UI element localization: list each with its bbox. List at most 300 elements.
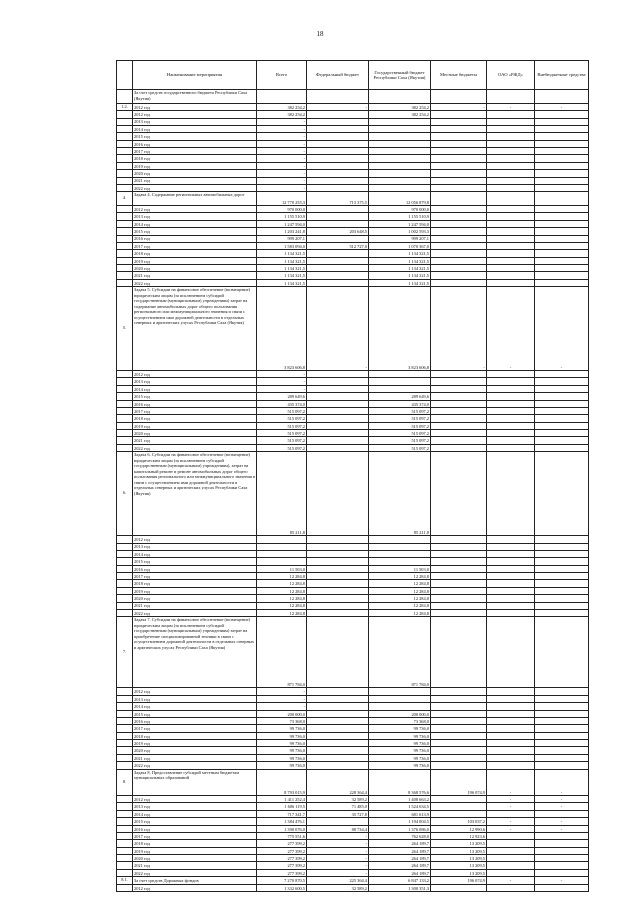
- table-row: [117, 415, 589, 422]
- cell-rzd: [487, 703, 535, 710]
- cell-federal: [307, 279, 369, 286]
- cell-local: [431, 796, 487, 803]
- cell-federal: [307, 400, 369, 407]
- table-row: [117, 133, 589, 140]
- cell-federal: 203 648,5: [307, 228, 369, 235]
- table-row: [117, 220, 589, 227]
- cell-rzd: [487, 862, 535, 869]
- row-index: [117, 810, 133, 817]
- row-activity-name: 2015 год: [133, 393, 257, 400]
- row-index: [117, 125, 133, 132]
- cell-federal: [307, 437, 369, 444]
- cell-total: 11 503,0: [257, 565, 307, 572]
- row-index: [117, 587, 133, 594]
- row-index: [117, 725, 133, 732]
- table-row: [117, 170, 589, 177]
- cell-extrabudgetary: [535, 595, 589, 602]
- table-row: [117, 228, 589, 235]
- cell-total: 717 341,7: [257, 810, 307, 817]
- cell-local: [431, 279, 487, 286]
- row-index: 7.: [117, 617, 133, 688]
- row-index: [117, 573, 133, 580]
- cell-extrabudgetary: [535, 543, 589, 550]
- cell-rzd: [487, 717, 535, 724]
- cell-total: 277 399,2: [257, 855, 307, 862]
- cell-republic: 515 097,2: [369, 407, 431, 414]
- cell-local: 103 037,2: [431, 818, 487, 825]
- cell-local: [431, 725, 487, 732]
- header-extrabudgetary: Внебюджетные средства: [535, 61, 589, 90]
- cell-rzd: [487, 118, 535, 125]
- cell-republic: 12 284,8: [369, 573, 431, 580]
- row-activity-name: Задача 7. Субсидии на финансовое обеспечение (возмещение) юридическим лицам (за исключением субсидий государственным (муниципальным) учреждениям) затрат на приобретение специализированной техники в связи с осуществлением дорожной деятельности в отдельных северных и арктических улусах Республики Саха (Якутия): [133, 617, 257, 688]
- table-row: [117, 125, 589, 132]
- cell-federal: [307, 371, 369, 378]
- cell-extrabudgetary: [535, 732, 589, 739]
- cell-extrabudgetary: [535, 170, 589, 177]
- cell-rzd: -: [487, 796, 535, 803]
- row-index: [117, 279, 133, 286]
- cell-total: 999 207,1: [257, 235, 307, 242]
- header-activity-name: Наименование мероприятия: [133, 61, 257, 90]
- cell-total: 515 097,2: [257, 422, 307, 429]
- row-activity-name: 2022 год: [133, 609, 257, 616]
- cell-rzd: [487, 452, 535, 536]
- cell-rzd: [487, 400, 535, 407]
- row-activity-name: 2012 год: [133, 796, 257, 803]
- cell-federal: 71 485,0: [307, 803, 369, 810]
- cell-total: 277 399,2: [257, 840, 307, 847]
- row-activity-name: 2014 год: [133, 550, 257, 557]
- cell-federal: [307, 558, 369, 565]
- table-row: [117, 536, 589, 543]
- cell-rzd: [487, 587, 535, 594]
- cell-total: 1 155 510,9: [257, 213, 307, 220]
- cell-rzd: [487, 710, 535, 717]
- table-row: [117, 452, 589, 536]
- cell-extrabudgetary: [535, 884, 589, 891]
- cell-rzd: [487, 832, 535, 839]
- cell-total: 1 203 241,8: [257, 228, 307, 235]
- cell-extrabudgetary: [535, 717, 589, 724]
- cell-extrabudgetary: [535, 257, 589, 264]
- cell-rzd: [487, 162, 535, 169]
- cell-federal: [307, 695, 369, 702]
- row-activity-name: 2012 год: [133, 371, 257, 378]
- cell-extrabudgetary: -: [535, 796, 589, 803]
- cell-local: 12 923,6: [431, 832, 487, 839]
- table-row: [117, 840, 589, 847]
- row-activity-name: 2018 год: [133, 250, 257, 257]
- row-index: [117, 602, 133, 609]
- cell-rzd: [487, 184, 535, 191]
- row-index: [117, 422, 133, 429]
- row-index: [117, 832, 133, 839]
- row-index: [117, 184, 133, 191]
- row-index: [117, 732, 133, 739]
- header-federal-budget: Федеральный бюджет: [307, 61, 369, 90]
- cell-local: [431, 580, 487, 587]
- cell-federal: [307, 609, 369, 616]
- cell-republic: 382 254,2: [369, 111, 431, 118]
- cell-rzd: [487, 762, 535, 769]
- cell-extrabudgetary: [535, 415, 589, 422]
- cell-local: [431, 573, 487, 580]
- cell-federal: [307, 550, 369, 557]
- row-activity-name: 2014 год: [133, 703, 257, 710]
- cell-republic: 73 368,0: [369, 717, 431, 724]
- cell-federal: [307, 580, 369, 587]
- cell-republic: 871 784,0: [369, 617, 431, 688]
- cell-local: [431, 747, 487, 754]
- table-row: [117, 90, 589, 104]
- cell-local: [431, 162, 487, 169]
- cell-local: [431, 595, 487, 602]
- cell-extrabudgetary: [535, 550, 589, 557]
- cell-rzd: [487, 810, 535, 817]
- cell-local: -: [431, 103, 487, 110]
- cell-local: [431, 444, 487, 451]
- table-row: [117, 213, 589, 220]
- cell-extrabudgetary: [535, 371, 589, 378]
- table-row: [117, 595, 589, 602]
- cell-extrabudgetary: [535, 754, 589, 761]
- cell-federal: [307, 90, 369, 104]
- cell-republic: 264 189,7: [369, 862, 431, 869]
- row-index: [117, 272, 133, 279]
- cell-federal: -: [307, 103, 369, 110]
- cell-rzd: [487, 133, 535, 140]
- cell-rzd: [487, 155, 535, 162]
- cell-federal: [307, 265, 369, 272]
- cell-rzd: [487, 206, 535, 213]
- cell-federal: [307, 565, 369, 572]
- cell-extrabudgetary: [535, 213, 589, 220]
- cell-federal: [307, 430, 369, 437]
- cell-federal: 512 727,0: [307, 242, 369, 249]
- cell-extrabudgetary: [535, 430, 589, 437]
- row-activity-name: 2022 год: [133, 279, 257, 286]
- row-activity-name: 2022 год: [133, 869, 257, 876]
- cell-local: 13 209,5: [431, 855, 487, 862]
- row-index: [117, 595, 133, 602]
- cell-republic: 264 189,7: [369, 855, 431, 862]
- cell-extrabudgetary: [535, 155, 589, 162]
- cell-total: [257, 536, 307, 543]
- cell-republic: 264 189,7: [369, 869, 431, 876]
- cell-total: 99 736,0: [257, 762, 307, 769]
- cell-federal: [307, 385, 369, 392]
- cell-republic: [369, 543, 431, 550]
- row-activity-name: 2018 год: [133, 415, 257, 422]
- cell-republic: [369, 703, 431, 710]
- cell-federal: [307, 272, 369, 279]
- cell-republic: 85 211,8: [369, 452, 431, 536]
- table-row: [117, 703, 589, 710]
- cell-local: [431, 213, 487, 220]
- cell-rzd: [487, 437, 535, 444]
- cell-total: 289 649,6: [257, 393, 307, 400]
- cell-local: [431, 536, 487, 543]
- cell-federal: [307, 747, 369, 754]
- cell-extrabudgetary: [535, 580, 589, 587]
- header-rzd: ОАО «РЖД»: [487, 61, 535, 90]
- cell-local: [431, 762, 487, 769]
- cell-republic: 1 155 510,9: [369, 213, 431, 220]
- row-activity-name: 2013 год: [133, 803, 257, 810]
- cell-local: 13 209,5: [431, 847, 487, 854]
- cell-republic: 264 189,7: [369, 840, 431, 847]
- cell-rzd: -: [487, 818, 535, 825]
- cell-extrabudgetary: [535, 573, 589, 580]
- cell-extrabudgetary: [535, 437, 589, 444]
- cell-extrabudgetary: [535, 385, 589, 392]
- cell-total: 871 784,0: [257, 617, 307, 688]
- cell-total: 99 736,0: [257, 725, 307, 732]
- row-activity-name: 2012 год: [133, 536, 257, 543]
- row-activity-name: 2019 год: [133, 162, 257, 169]
- table-row: [117, 371, 589, 378]
- cell-extrabudgetary: [535, 840, 589, 847]
- table-row: [117, 754, 589, 761]
- cell-federal: 32 589,2: [307, 884, 369, 891]
- cell-rzd: [487, 550, 535, 557]
- cell-rzd: [487, 565, 535, 572]
- cell-republic: 1 194 004,5: [369, 818, 431, 825]
- cell-total: -: [257, 695, 307, 702]
- cell-extrabudgetary: [535, 444, 589, 451]
- cell-extrabudgetary: [535, 452, 589, 536]
- row-activity-name: 2017 год: [133, 407, 257, 414]
- cell-local: [431, 740, 487, 747]
- cell-federal: [307, 536, 369, 543]
- cell-total: 277 399,2: [257, 869, 307, 876]
- cell-local: [431, 754, 487, 761]
- row-activity-name: 2015 год: [133, 133, 257, 140]
- row-index: [117, 437, 133, 444]
- cell-federal: [307, 118, 369, 125]
- cell-rzd: [487, 543, 535, 550]
- cell-total: -: [257, 140, 307, 147]
- cell-federal: -: [307, 840, 369, 847]
- table-row: [117, 717, 589, 724]
- cell-republic: 99 736,0: [369, 754, 431, 761]
- row-activity-name: 2018 год: [133, 732, 257, 739]
- cell-republic: 1 134 321,5: [369, 279, 431, 286]
- row-index: [117, 235, 133, 242]
- table-row: [117, 430, 589, 437]
- row-activity-name: 2013 год: [133, 543, 257, 550]
- cell-federal: [307, 725, 369, 732]
- cell-local: [431, 415, 487, 422]
- cell-extrabudgetary: [535, 148, 589, 155]
- cell-extrabudgetary: [535, 810, 589, 817]
- cell-extrabudgetary: [535, 184, 589, 191]
- cell-rzd: -: [487, 803, 535, 810]
- cell-republic: [369, 133, 431, 140]
- cell-total: 277 399,2: [257, 862, 307, 869]
- cell-extrabudgetary: [535, 832, 589, 839]
- cell-extrabudgetary: [535, 536, 589, 543]
- table-row: [117, 740, 589, 747]
- cell-extrabudgetary: [535, 740, 589, 747]
- table-row: [117, 884, 589, 891]
- row-activity-name: 2019 год: [133, 587, 257, 594]
- table-row: [117, 602, 589, 609]
- cell-local: [431, 133, 487, 140]
- cell-total: 1 384 476,1: [257, 818, 307, 825]
- cell-total: 1 332 600,5: [257, 884, 307, 891]
- row-activity-name: 2013 год: [133, 118, 257, 125]
- cell-republic: 1 247 594,0: [369, 220, 431, 227]
- cell-rzd: [487, 884, 535, 891]
- cell-local: -: [431, 287, 487, 371]
- cell-federal: [307, 717, 369, 724]
- cell-local: [431, 220, 487, 227]
- row-activity-name: 2012 год: [133, 688, 257, 695]
- row-index: [117, 257, 133, 264]
- cell-total: -: [257, 703, 307, 710]
- cell-local: 13 209,5: [431, 840, 487, 847]
- page-number: 18: [316, 30, 324, 38]
- row-index: [117, 206, 133, 213]
- table-row: [117, 617, 589, 688]
- table-row: [117, 609, 589, 616]
- cell-total: 3 823 606,8: [257, 287, 307, 371]
- cell-federal: -: [307, 287, 369, 371]
- cell-rzd: [487, 609, 535, 616]
- row-index: [117, 407, 133, 414]
- cell-republic: 8 368 576,6: [369, 769, 431, 796]
- cell-extrabudgetary: [535, 407, 589, 414]
- cell-local: [431, 565, 487, 572]
- cell-total: 1 134 321,5: [257, 265, 307, 272]
- cell-local: [431, 385, 487, 392]
- row-activity-name: Задача 6. Субсидии на финансовое обеспечение (возмещение) юридическим лицам (за исключением субсидий государственным (муниципальным) учреждениям), затрат на капитальный ремонт и ремонт автомобильных дорог общего пользования регионального или межмуниципального значения в связи с осуществлением ими дорожной деятельности в отдельных северных и арктических улусах Республики Саха (Якутия): [133, 452, 257, 536]
- row-activity-name: 2021 год: [133, 602, 257, 609]
- cell-local: [431, 371, 487, 378]
- cell-rzd: [487, 393, 535, 400]
- table-row: [117, 206, 589, 213]
- row-index: [117, 393, 133, 400]
- cell-rzd: [487, 213, 535, 220]
- cell-extrabudgetary: -: [535, 877, 589, 884]
- cell-local: [431, 235, 487, 242]
- row-activity-name: 2014 год: [133, 220, 257, 227]
- cell-republic: [369, 371, 431, 378]
- cell-local: [431, 250, 487, 257]
- row-activity-name: 2021 год: [133, 754, 257, 761]
- row-activity-name: 2016 год: [133, 717, 257, 724]
- row-index: [117, 695, 133, 702]
- row-index: 4.: [117, 192, 133, 206]
- cell-extrabudgetary: -: [535, 818, 589, 825]
- cell-federal: [307, 125, 369, 132]
- cell-local: [431, 437, 487, 444]
- cell-republic: 1 376 086,0: [369, 825, 431, 832]
- cell-extrabudgetary: [535, 162, 589, 169]
- cell-extrabudgetary: [535, 378, 589, 385]
- cell-total: 382 254,2: [257, 103, 307, 110]
- cell-local: 196 074,9: [431, 769, 487, 796]
- row-activity-name: 2012 год: [133, 103, 257, 110]
- cell-federal: [307, 754, 369, 761]
- cell-total: -: [257, 125, 307, 132]
- row-index: [117, 747, 133, 754]
- cell-total: 970 000,0: [257, 206, 307, 213]
- cell-extrabudgetary: [535, 558, 589, 565]
- cell-local: [431, 550, 487, 557]
- cell-republic: [369, 155, 431, 162]
- budget-table: [116, 60, 589, 892]
- cell-federal: [307, 602, 369, 609]
- cell-republic: 12 284,8: [369, 580, 431, 587]
- cell-extrabudgetary: [535, 279, 589, 286]
- cell-federal: [307, 393, 369, 400]
- cell-extrabudgetary: [535, 400, 589, 407]
- cell-rzd: [487, 170, 535, 177]
- row-index: [117, 250, 133, 257]
- cell-total: 12 284,8: [257, 595, 307, 602]
- cell-local: [431, 140, 487, 147]
- cell-extrabudgetary: [535, 228, 589, 235]
- row-index: [117, 400, 133, 407]
- row-activity-name: 2013 год: [133, 695, 257, 702]
- cell-republic: 1 070 367,0: [369, 242, 431, 249]
- table-row: [117, 587, 589, 594]
- row-index: [117, 162, 133, 169]
- row-index: 8.: [117, 769, 133, 796]
- row-index: [117, 754, 133, 761]
- row-index: [117, 242, 133, 249]
- cell-rzd: [487, 371, 535, 378]
- cell-extrabudgetary: [535, 250, 589, 257]
- cell-extrabudgetary: -: [535, 803, 589, 810]
- cell-total: 7 270 870,5: [257, 877, 307, 884]
- cell-republic: [369, 118, 431, 125]
- row-index: [117, 580, 133, 587]
- cell-local: 13 209,5: [431, 869, 487, 876]
- cell-republic: 1 134 321,5: [369, 265, 431, 272]
- cell-federal: [307, 133, 369, 140]
- cell-federal: [307, 177, 369, 184]
- row-activity-name: 2021 год: [133, 272, 257, 279]
- cell-extrabudgetary: [535, 242, 589, 249]
- table-row: [117, 580, 589, 587]
- cell-extrabudgetary: [535, 587, 589, 594]
- row-index: [117, 177, 133, 184]
- cell-federal: [307, 587, 369, 594]
- budget-table-container: [116, 60, 588, 892]
- cell-federal: [307, 543, 369, 550]
- row-index: [117, 228, 133, 235]
- table-row: [117, 796, 589, 803]
- table-row: [117, 710, 589, 717]
- cell-extrabudgetary: [535, 565, 589, 572]
- cell-extrabudgetary: [535, 235, 589, 242]
- table-row: [117, 725, 589, 732]
- cell-total: 1 606 119,5: [257, 803, 307, 810]
- table-row: [117, 103, 589, 110]
- table-row: [117, 272, 589, 279]
- row-activity-name: 2020 год: [133, 430, 257, 437]
- cell-republic: 99 736,0: [369, 725, 431, 732]
- cell-republic: [369, 385, 431, 392]
- cell-republic: 515 097,2: [369, 444, 431, 451]
- table-row: [117, 769, 589, 796]
- row-activity-name: 2012 год: [133, 884, 257, 891]
- cell-rzd: -: [487, 825, 535, 832]
